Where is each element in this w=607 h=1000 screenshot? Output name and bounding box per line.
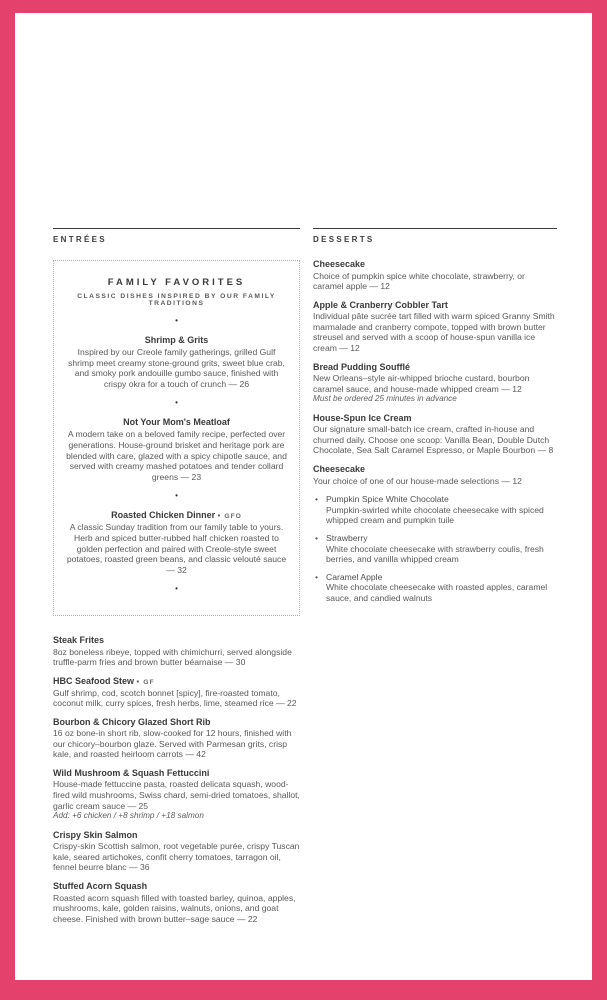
entrees-column — [53, 228, 300, 932]
menu-item — [53, 635, 300, 668]
menu-item-description: Gulf shrimp, cod, scotch bonnet [spicy], fire-roasted tomato, coconut milk, curry spices, fresh herbs, lime, steamed rice — 22 — [53, 687, 297, 709]
separator-dot-icon: • — [175, 584, 178, 594]
menu-item-note: Must be ordered 25 minutes in advance — [313, 394, 457, 404]
cheesecake-option-description: Pumpkin-swirled white chocolate cheesecake with spiced whipped cream and pumpkin tuile — [326, 504, 544, 526]
menu-item — [53, 830, 300, 873]
cheesecake-option — [313, 533, 557, 565]
cheesecake-option-description: White chocolate cheesecake with strawberry coulis, fresh berries, and vanilla whipped cream — [326, 543, 544, 565]
cheesecake-option-body — [326, 533, 557, 565]
menu-item — [53, 881, 300, 924]
featured-item-name: Not Your Mom's Meatloaf — [123, 417, 230, 428]
menu-item-note: Add: +6 chicken / +8 shrimp / +18 salmon — [53, 811, 204, 821]
menu-item — [313, 300, 557, 354]
featured-item-name-text: Roasted Chicken Dinner — [111, 510, 216, 521]
menu-item — [53, 676, 300, 709]
cheesecake-options-list — [313, 494, 557, 603]
desserts-section-title: DESSERTS — [313, 228, 557, 244]
menu-content — [15, 13, 592, 932]
featured-item-description: A modern take on a beloved family recipe, perfected over generations. House-ground brisket and heritage pork are blended with care, glazed with a spicy chipotle sauce, and served with creamy mashed potatoes and tender collard greens — 23 — [66, 429, 287, 482]
menu-item — [313, 464, 557, 486]
cheesecake-option — [313, 572, 557, 604]
featured-item — [64, 335, 289, 389]
cheesecake-option-name: Caramel Apple — [326, 571, 383, 582]
desserts-column — [313, 228, 557, 932]
menu-item-name: Cheesecake — [313, 259, 366, 269]
menu-item-description: Your choice of one of our house-made selections — 12 — [313, 475, 522, 486]
entrees-list — [53, 635, 300, 924]
entrees-section-title: ENTRÉES — [53, 228, 300, 244]
menu-item-description: Our signature small-batch ice cream, crafted in-house and churned daily. Choose one scoop: Vanilla Bean, Double Dutch Chocolate, Sea Salt Caramel Espresso, or Maple Bourbon — 8 — [313, 424, 554, 456]
menu-item-name: Cheesecake — [313, 464, 366, 475]
menu-item — [313, 413, 557, 456]
cheesecake-option-body — [326, 494, 557, 526]
menu-item-name: Stuffed Acorn Squash — [53, 881, 148, 892]
menu-item — [313, 362, 557, 405]
family-favorites-subtitle: CLASSIC DISHES INSPIRED BY OUR FAMILY TRADITIONS — [77, 293, 276, 307]
menu-item-description: 8oz boneless ribeye, topped with chimichurri, served alongside truffle-parm fries and brown butter béarnaise — 30 — [53, 646, 292, 668]
menu-item-name: Wild Mushroom & Squash Fettuccini — [53, 767, 210, 778]
menu-item-name: Steak Frites — [53, 635, 105, 646]
cheesecake-option-body — [326, 572, 557, 604]
dietary-tag: • GF — [137, 679, 155, 686]
menu-sheet — [15, 13, 592, 980]
menu-item-description: New Orleans–style air-whipped brioche custard, bourbon caramel sauce, and house-made whipped cream — 12 — [313, 373, 530, 394]
family-favorites-box — [53, 260, 300, 616]
featured-item — [64, 510, 289, 575]
dietary-tag: • GFO — [218, 513, 242, 520]
menu-item-name: Bourbon & Chicory Glazed Short Rib — [53, 716, 211, 727]
menu-item — [53, 717, 300, 760]
menu-item-name — [53, 676, 300, 686]
separator-dot-icon: • — [175, 398, 178, 408]
bullet-icon: • — [315, 494, 319, 505]
menu-item-description: House-made fettuccine pasta, roasted delicata squash, wood-fired wild mushrooms, Swiss chard, semi-dried tomatoes, shallot, garlic cream sauce — 25 — [53, 779, 300, 811]
featured-item-description: A classic Sunday tradition from our family table to yours. Herb and spiced butter-rubbed half chicken roasted to golden perfection and paired with Creole-style sweet potatoes, roasted green beans, and classic velouté sauce — 32 — [66, 522, 287, 575]
cheesecake-option-name: Strawberry — [326, 532, 368, 543]
menu-item-name-text: HBC Seafood Stew — [53, 676, 135, 686]
separator-dot-icon: • — [175, 491, 178, 501]
menu-item-description: 16 oz bone-in short rib, slow-cooked for 12 hours, finished with our chicory–bourbon glaze. Served with Parmesan grits, crisp kale, and roasted heirloom carrots — 42 — [53, 728, 292, 760]
bullet-icon: • — [315, 532, 319, 543]
menu-item-description: Individual pâte sucrée tart filled with warm spiced Granny Smith marmalade and cranberry compote, topped with brown butter streusel and served with a scoop of house-spun vanilla ice cream — 12 — [313, 311, 555, 353]
menu-item-name: Apple & Cranberry Cobbler Tart — [313, 299, 448, 310]
featured-item-name: Shrimp & Grits — [144, 335, 209, 345]
menu-item-description: Roasted acorn squash filled with toasted barley, quinoa, apples, mushrooms, kale, golden raisins, walnuts, onions, and goat cheese. Finished with brown butter–sage sauce — 22 — [53, 892, 296, 924]
menu-item — [313, 259, 557, 292]
featured-item-description: Inspired by our Creole family gatherings, grilled Gulf shrimp meet creamy stone-ground grits, sweet blue crab, and smoky pork andouille gumbo sauce, finished with crispy okra for a touch of crunch — 26 — [68, 347, 285, 389]
menu-item-description: Crispy-skin Scottish salmon, root vegetable purée, crispy Tuscan kale, seared artichokes, confit cherry tomatoes, tarragon oil, fennel beurre blanc — 36 — [53, 841, 300, 873]
cheesecake-option — [313, 494, 557, 526]
menu-item-name: Bread Pudding Soufflé — [313, 361, 411, 372]
menu-item-description: Choice of pumpkin spice white chocolate, strawberry, or caramel apple — 12 — [313, 270, 525, 292]
family-favorites-title: FAMILY FAVORITES — [107, 277, 246, 288]
featured-item-name — [64, 510, 289, 520]
bullet-icon: • — [315, 571, 319, 582]
cheesecake-option-description: White chocolate cheesecake with roasted apples, caramel sauce, and candied walnuts — [326, 582, 548, 603]
separator-dot-icon: • — [175, 316, 178, 325]
menu-item-name: Crispy Skin Salmon — [53, 829, 138, 840]
featured-item — [64, 417, 289, 482]
menu-item-name: House-Spun Ice Cream — [313, 412, 412, 423]
cheesecake-option-name: Pumpkin Spice White Chocolate — [326, 494, 449, 505]
menu-item — [53, 768, 300, 822]
desserts-list — [313, 259, 557, 603]
